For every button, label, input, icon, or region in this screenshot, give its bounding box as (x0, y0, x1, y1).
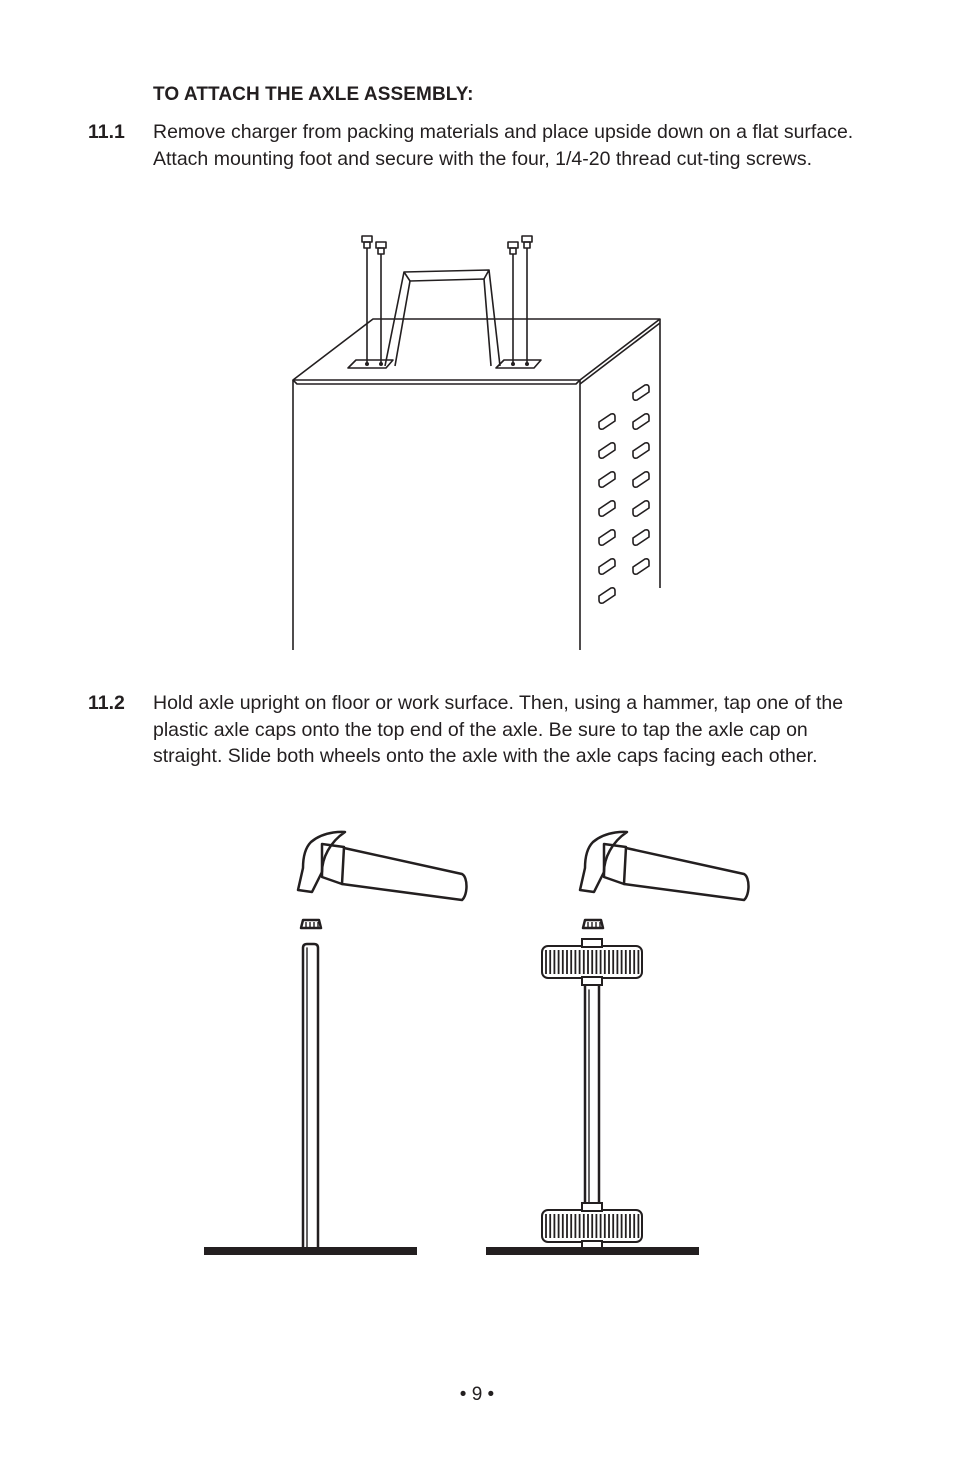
vent-slot (599, 472, 615, 487)
wheel-hub (582, 1241, 602, 1249)
floor-right (486, 1247, 699, 1255)
vent-slot (599, 559, 615, 574)
section-heading: TO ATTACH THE AXLE ASSEMBLY: (153, 84, 474, 105)
vent-slot (633, 472, 649, 487)
vent-slot (599, 443, 615, 458)
vent-slot (633, 530, 649, 545)
vent-slot (633, 501, 649, 516)
screw-3 (508, 242, 518, 364)
step-number: 11.2 (88, 692, 125, 714)
step-text: Remove charger from packing materials and place upside down on a flat surface. Attach mounting foot and secure with the four, 1/4-20 thread cut-ting screws. (153, 121, 854, 170)
step-number: 11.1 (88, 121, 125, 143)
screw-1 (362, 236, 372, 363)
vent-slot (599, 588, 615, 603)
page-number: • 9 • (459, 1384, 495, 1405)
wheel-hub (582, 977, 602, 985)
screw-2 (376, 242, 386, 364)
vent-slot (633, 385, 649, 400)
screw-4 (522, 236, 532, 363)
step-11-2 (88, 690, 878, 770)
wheel (542, 946, 642, 978)
vent-slot (633, 559, 649, 574)
hammer-icon-right (580, 832, 749, 900)
step-text: Hold axle upright on floor or work surface. Then, using a hammer, tap one of the plastic axle caps onto the top end of the axle. Be sure to tap the axle cap on straight. Slide both wheels onto the axle with the axle caps facing each other. (153, 692, 844, 767)
wheel-hub (582, 1203, 602, 1211)
floor-left (204, 1247, 417, 1255)
wheels (542, 939, 642, 1249)
charger-mounting-foot-figure (0, 0, 954, 660)
wheel-hub (582, 939, 602, 947)
hammer-icon-left (298, 832, 467, 900)
vent-slot (599, 414, 615, 429)
wheel (542, 1210, 642, 1242)
vent-slot (633, 414, 649, 429)
vent-slot (599, 530, 615, 545)
vent-slot (599, 501, 615, 516)
vent-slot (633, 443, 649, 458)
